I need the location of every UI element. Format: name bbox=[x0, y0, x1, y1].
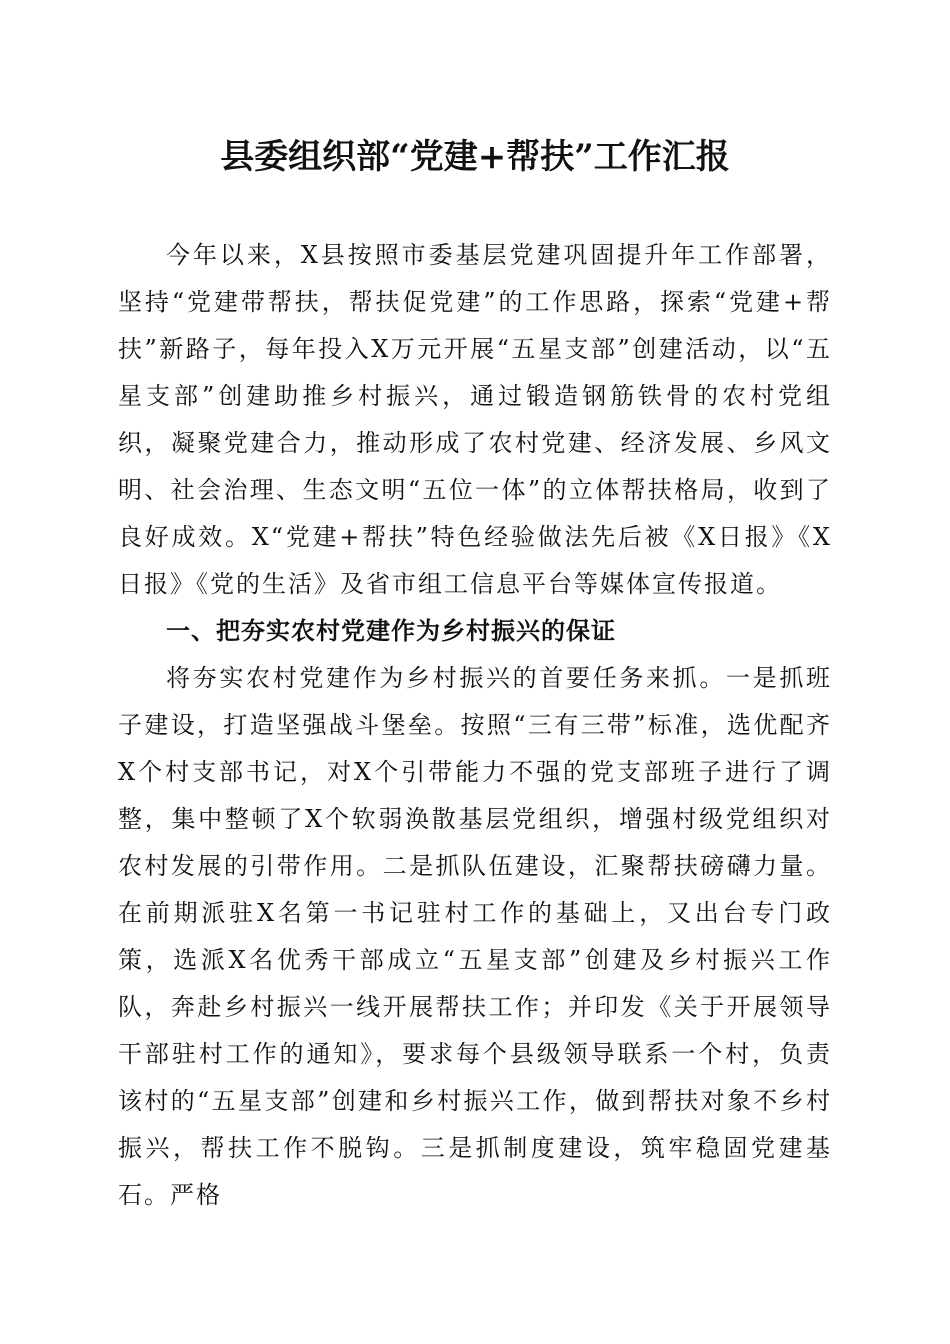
intro-paragraph: 今年以来，X县按照市委基层党建巩固提升年工作部署，坚持“党建带帮扶，帮扶促党建”的工作思路，探索“党建+帮扶”新路子，每年投入X万元开展“五星支部”创建活动，以“五星支部”创建助推乡村振兴，通过锻造钢筋铁骨的农村党组织，凝聚党建合力，推动形成了农村党建、经济发展、乡风文明、社会治理、生态文明“五位一体”的立体帮扶格局，收到了良好成效。X“党建+帮扶”特色经验做法先后被《X日报》《X日报》《党的生活》及省市组工信息平台等媒体宣传报道。 bbox=[118, 241, 832, 598]
document-title: 县委组织部“党建+帮扶”工作汇报 bbox=[220, 137, 730, 177]
document-body bbox=[118, 232, 832, 1219]
section-heading: 一、把夯实农村党建作为乡村振兴的保证 bbox=[166, 617, 616, 645]
section-paragraph: 将夯实农村党建作为乡村振兴的首要任务来抓。一是抓班子建设，打造坚强战斗堡垒。按照“三有三带”标准，选优配齐X个村支部书记，对X个引带能力不强的党支部班子进行了调整，集中整顿了X个软弱涣散基层党组织，增强村级党组织对农村发展的引带作用。二是抓队伍建设，汇聚帮扶磅礴力量。在前期派驻X名第一书记驻村工作的基础上，又出台专门政策，选派X名优秀干部成立“五星支部”创建及乡村振兴工作队，奔赴乡村振兴一线开展帮扶工作；并印发《关于开展领导干部驻村工作的通知》，要求每个县级领导联系一个村，负责该村的“五星支部”创建和乡村振兴工作，做到帮扶对象不乡村振兴，帮扶工作不脱钩。三是抓制度建设，筑牢稳固党建基石。严格 bbox=[118, 664, 832, 1209]
